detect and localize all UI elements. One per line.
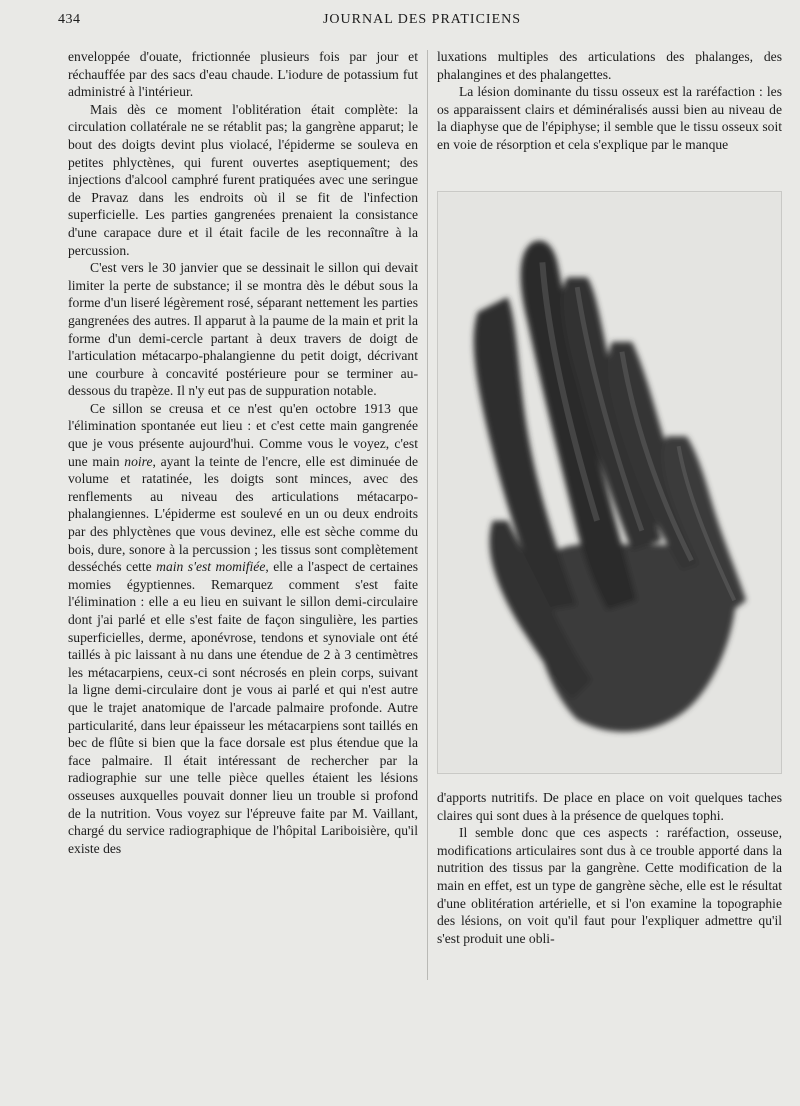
paragraph: luxations multiples des articulations des phalanges, des phalangines et des phalangettes. <box>437 49 782 82</box>
page-header <box>58 12 786 36</box>
paragraph: La lésion dominante du tissu osseux est la raréfaction : les os apparaissent clairs et déminéralisés aussi bien au niveau de la diaphyse que de l'épiphyse; il semble que le tissu osseux soit en voie de résorption et cela s'explique par le manque <box>437 84 782 152</box>
text-run: , ayant la teinte de l'encre, elle est diminuée de volume et ratatinée, les doigts sont minces, avec des renflements au niveau des articulations métacarpo-phalangiennes. L'épiderme est soulevé en un ou deux endroits par des phlyctènes que vous devinez, elle est sèche comme du bois, dure, sonore à la percussion ; les tissus sont complètement desséchés cette <box>68 453 418 575</box>
text-run: , elle a l'aspect de certaines momies égyptiennes. Remarquez comment s'est faite l'élimination : elle a eu lieu en suivant le sillon demi-circulaire dont j'ai parlé et elle s'est faite de façon singulière, les parties superficielles, derme, aponévrose, tendons et synoviale ont été taillés à pic laissant à nu dans une étendue de 2 à 3 centimètres les métacarpiens, ceux-ci sont nécrosés en plein corps, suivant la ligne demi-circulaire dont je vous ai parlé et qui n'est autre que le trajet anatomique de l'arcade palmaire profonde. Autre particularité, dans leur épaisseur les métacarpiens sont taillés en bec de flûte si bien que la face dorsale est plus étendue que la face palmaire. Il était intéressant de rechercher par la radiographie sur une telle pièce quelles étaient les lésions osseuses auxquelles pouvait donner lieu un trouble si profond de la nutrition. Vous voyez sur l'épreuve faite par M. Vaillant, chargé du service radiographique de l'hôpital Lariboisière, qu'il existe des <box>68 559 418 856</box>
italic-text: main s'est momifiée <box>156 559 266 575</box>
left-column <box>68 48 418 857</box>
right-column-top <box>437 48 782 154</box>
radiograph-hand-image <box>437 191 782 774</box>
hand-radiograph-svg <box>438 192 781 773</box>
page-number: 434 <box>58 12 81 27</box>
text-run: Ce sillon se creusa et ce n'est qu'en octobre 1913 que l'élimination spontanée eut lieu : et c'est cette main gangrenée que je vous présente aujourd'hui. Comme vous le voyez, c'est une main <box>68 400 418 469</box>
column-divider <box>427 50 428 980</box>
running-title: JOURNAL DES PRATICIENS <box>322 12 522 27</box>
right-column-bottom <box>437 789 782 947</box>
paragraph: Mais dès ce moment l'oblitération était complète: la circulation collatérale ne se rétablit pas; la gangrène apparut; le bout des doigts devint plus violacé, l'épiderme se souleva en petites phlyctènes, qui furent ouvertes aseptiquement; des injections d'alcool camphré furent pratiquées avec une seringue de Pravaz dans les endroits où il se fit de l'infection superficielle. Les parties gangrenées prenaient la consistance d'une carapace dure et il était facile de les reconnaître à la percussion. <box>68 101 418 258</box>
italic-text: noire <box>124 453 153 469</box>
paragraph: Il semble donc que ces aspects : raréfaction, osseuse, modifications articulaires sont dus à ce trouble apporté dans la nutrition des tissus par la gangrène. Cette modification de la main en effet, est un type de gangrène sèche, elle est le résultat d'une oblitération artérielle, et si l'on examine la topographie des lésions, on voit qu'il faut pour l'expliquer admettre qu'il s'est produit une obli- <box>437 825 782 946</box>
paragraph: d'apports nutritifs. De place en place on voit quelques taches claires qui sont dues à la présence de quelques tophi. <box>437 790 782 823</box>
paragraph <box>68 400 418 857</box>
paragraph: C'est vers le 30 janvier que se dessinait le sillon qui devait limiter la perte de substance; il se montra dès le début sous la forme d'un liseré légèrement rosé, séparant nettement les parties gangrenées des autres. Il apparut à la paume de la main et prit la forme d'un demi-cercle partant à deux travers de doigt de l'articulation métacarpo-phalangienne du petit doigt, décrivant une courbure à concavité postérieure pour se terminer au-dessous du trapèze. Il n'y eut pas de suppuration notable. <box>68 260 418 399</box>
paragraph: enveloppée d'ouate, frictionnée plusieurs fois par jour et réchauffée par des sacs d'eau chaude. L'iodure de potassium fut administré à l'intérieur. <box>68 49 418 100</box>
